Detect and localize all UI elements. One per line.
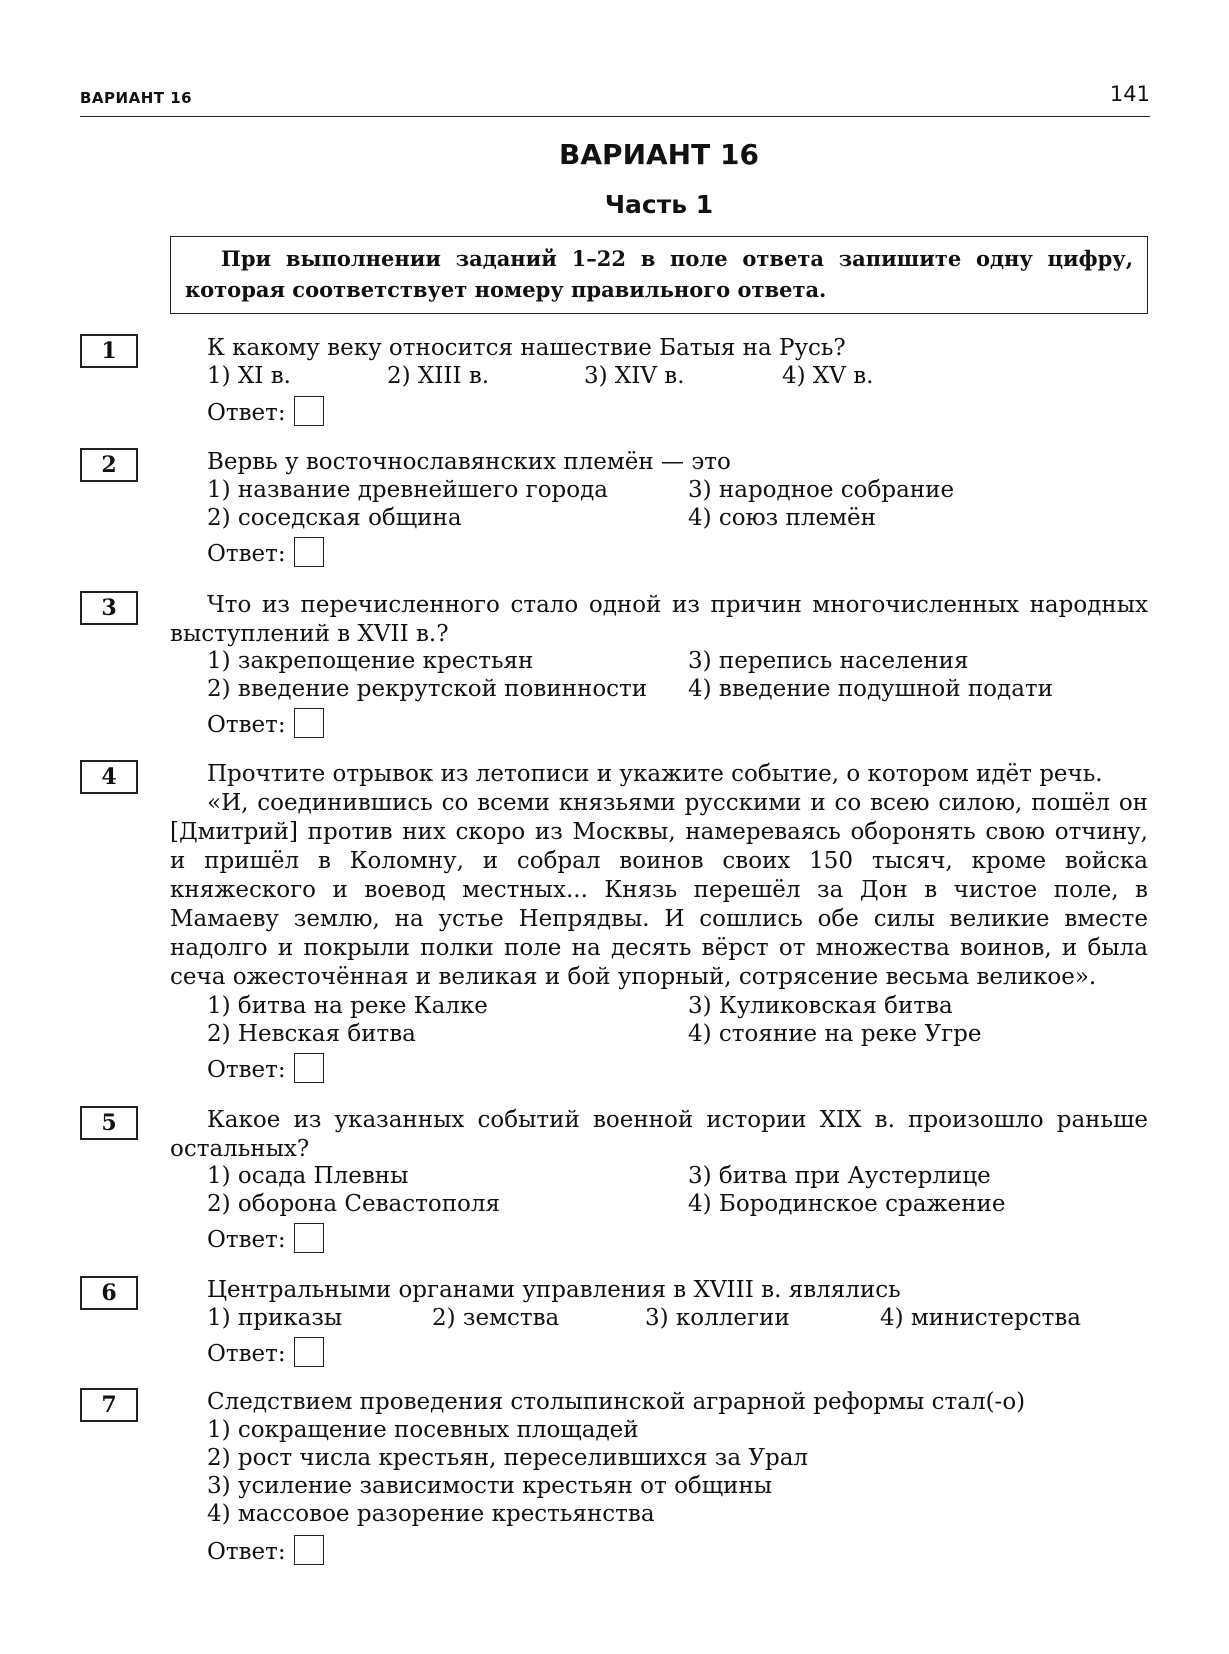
option: 3) Куликовская битва xyxy=(688,993,953,1019)
option: 4) массовое разорение крестьянства xyxy=(207,1501,655,1527)
answer-label: Ответ: xyxy=(207,400,286,426)
question-number: 2 xyxy=(80,448,138,482)
part-title: Часть 1 xyxy=(604,190,714,219)
option: 3) перепись населения xyxy=(688,648,969,674)
answer-label: Ответ: xyxy=(207,1539,286,1565)
option: 3) народное собрание xyxy=(688,477,955,503)
question-number: 1 xyxy=(80,334,138,368)
answer-box[interactable] xyxy=(294,1337,324,1367)
question-number: 7 xyxy=(80,1388,138,1422)
answer-box[interactable] xyxy=(294,537,324,567)
answer-box[interactable] xyxy=(294,708,324,738)
running-header xyxy=(80,80,1150,117)
option: 4) стояние на реке Угре xyxy=(688,1021,982,1047)
option: 2) рост числа крестьян, переселившихся за Урал xyxy=(207,1445,809,1471)
question-text: Вервь у восточнославянских племён — это xyxy=(207,449,731,475)
answer-box[interactable] xyxy=(294,1535,324,1565)
page-title: ВАРИАНТ 16 xyxy=(559,138,759,171)
answer-row xyxy=(207,1053,324,1085)
question-number: 5 xyxy=(80,1106,138,1140)
option: 3) усиление зависимости крестьян от общины xyxy=(207,1473,773,1499)
option: 4) введение подушной подати xyxy=(688,676,1053,702)
answer-row xyxy=(207,1535,324,1567)
answer-row xyxy=(207,396,324,428)
option: 1) название древнейшего города xyxy=(207,477,609,503)
option: 3) битва при Аустерлице xyxy=(688,1163,991,1189)
answer-label: Ответ: xyxy=(207,1057,286,1083)
answer-label: Ответ: xyxy=(207,1341,286,1367)
answer-label: Ответ: xyxy=(207,712,286,738)
option: 1) осада Плевны xyxy=(207,1163,409,1189)
option: 1) приказы xyxy=(207,1305,343,1331)
option: 2) земства xyxy=(432,1305,560,1331)
answer-box[interactable] xyxy=(294,1223,324,1253)
option: 1) битва на реке Калке xyxy=(207,993,488,1019)
option: 1) сокращение посевных площадей xyxy=(207,1417,639,1443)
option: 4) союз племён xyxy=(688,505,876,531)
question-number: 6 xyxy=(80,1276,138,1310)
question-prompt: Прочтите отрывок из летописи и укажите событие, о котором идёт речь. xyxy=(207,761,1103,787)
option: 2) введение рекрутской повинности xyxy=(207,676,648,702)
question-text: Что из перечисленного стало одной из причин многочисленных народных выступлений в XVII в.? xyxy=(170,592,1148,647)
question-text: Какое из указанных событий военной истории XIX в. произошло раньше остальных? xyxy=(170,1107,1148,1162)
answer-row xyxy=(207,1223,324,1255)
answer-row xyxy=(207,537,324,569)
option: 2) XIII в. xyxy=(387,363,490,389)
question-number: 4 xyxy=(80,760,138,794)
answer-box[interactable] xyxy=(294,1053,324,1083)
option: 4) Бородинское сражение xyxy=(688,1191,1006,1217)
option: 3) XIV в. xyxy=(584,363,685,389)
running-title: ВАРИАНТ 16 xyxy=(80,89,193,107)
question-text: Центральными органами управления в XVIII в. являлись xyxy=(207,1277,901,1303)
question-text: Следствием проведения столыпинской аграрной реформы стал(-о) xyxy=(207,1389,1026,1415)
question-text xyxy=(170,760,1148,992)
answer-box[interactable] xyxy=(294,396,324,426)
option: 1) закрепощение крестьян xyxy=(207,648,534,674)
question-number: 3 xyxy=(80,591,138,625)
option: 3) коллегии xyxy=(645,1305,790,1331)
page-number: 141 xyxy=(1109,82,1150,106)
option: 2) соседская община xyxy=(207,505,462,531)
answer-row xyxy=(207,1337,324,1369)
option: 4) министерства xyxy=(880,1305,1082,1331)
answer-label: Ответ: xyxy=(207,1227,286,1253)
question-text: К какому веку относится нашествие Батыя на Русь? xyxy=(207,335,846,361)
option: 1) XI в. xyxy=(207,363,291,389)
instruction-box: При выполнении заданий 1–22 в поле ответа запишите одну цифру, которая соответствует номеру правильного ответа. xyxy=(170,236,1148,314)
option: 4) XV в. xyxy=(782,363,874,389)
answer-label: Ответ: xyxy=(207,541,286,567)
option: 2) Невская битва xyxy=(207,1021,416,1047)
chronicle-quote: «И, соединившись со всеми князьями русскими и со всею силою, пошёл он [Дмитрий] против них скоро из Москвы, намереваясь оборонять свою отчину, и пришёл в Коломну, и собрал воинов своих 150 тысяч, кроме войска княжеского и воевод местных... Князь перешёл за Дон в чистое поле, в Мамаеву землю, на устье Непрядвы. И сошлись обе силы великие вместе надолго и покрыли полки поле на десять вёрст от множества воинов, и была сеча ожесточённая и великая и бой упорный, сотрясение весьма великое». xyxy=(170,790,1148,990)
option: 2) оборона Севастополя xyxy=(207,1191,501,1217)
answer-row xyxy=(207,708,324,740)
